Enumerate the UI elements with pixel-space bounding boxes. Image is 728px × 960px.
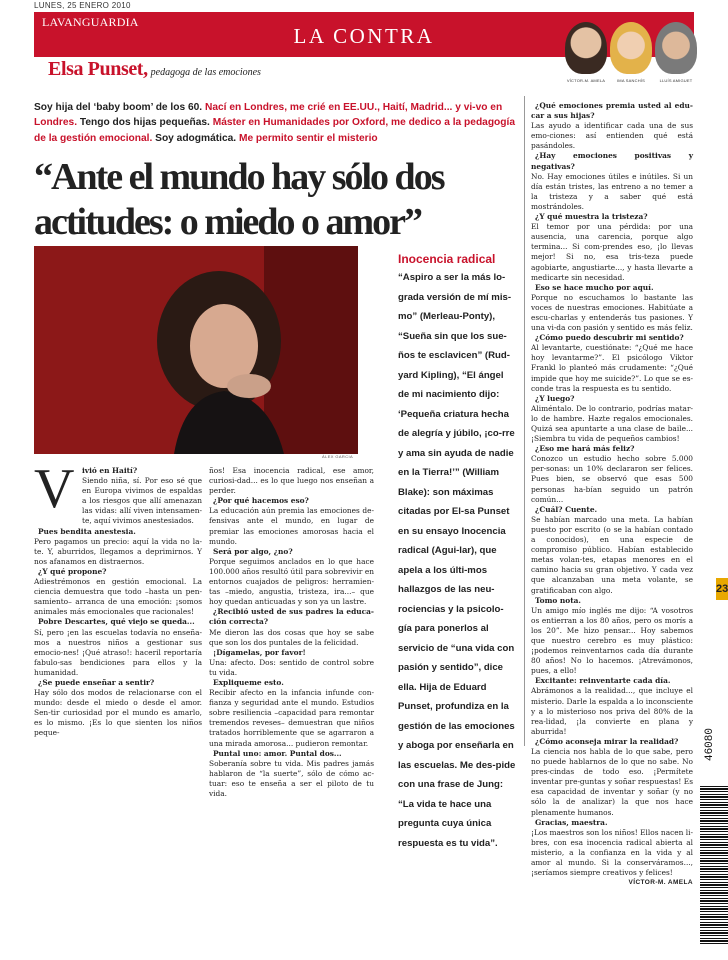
intro-part: Me permito sentir el misterio bbox=[238, 132, 378, 144]
intro-part: Soy hija del ‘baby boom’ de los 60. bbox=[34, 102, 205, 113]
interviewee-name-text: Elsa Punset, bbox=[48, 58, 148, 80]
answer: Sí, pero ¡en las escuelas todavía no enseña-mos a nuestros niños a gestionar sus emocio-nes! ¡Qué atraso!: haceril reportaría fabulo-sas bendiciones para ellos y la humanidad. bbox=[34, 627, 202, 677]
question: Pues bendita anestesia. bbox=[38, 526, 136, 536]
question: ¿Cómo puedo descubrir mi sentido? bbox=[535, 333, 684, 343]
question: ¡Dígamelas, por favor! bbox=[213, 647, 306, 657]
answer: Recibir afecto en la infancia infunde con-fianza y seguridad ante el mundo. Estudios sobre resiliencia –capacidad para remontar tremendos reveses– demuestran que niños tratados horriblemente que se agarraron a una mirada amorosa... pudieron remontar. bbox=[209, 688, 374, 748]
answer: El temor por una pérdida: por una ausencia, una carencia, porque algo termina... Si com-prendes eso, ¡lo llevas mejor! Si no, esa tris-teza puede agobiarte, angustiarte..., y hasta llevarte a medicarte sin necesidad. bbox=[531, 222, 693, 282]
answer: Hay sólo dos modos de relacionarse con el mundo: desde el miedo o desde el amor. Sen-tir curiosidad por el mundo es amarlo, es lo mismo. ¡Es lo que sienten los niños peque- bbox=[34, 688, 202, 738]
newspaper-logo: LAVANGUARDIA bbox=[42, 15, 139, 29]
answer: Adiestrémonos en gestión emocional. La ciencia demuestra que todo –hasta un pen-samiento– arranca de una emoción: ¡somos animales más emocionales que racionales! bbox=[34, 577, 202, 617]
answer: Siendo niña, sí. Por eso sé que en Europa vivimos de espaldas a los riesgos que allí amenazan las vidas: allí viven intensamen-te, aquí vivimos anestesiados. bbox=[82, 476, 202, 526]
text-column-3 bbox=[531, 101, 693, 888]
answer: ños! Esa inocencia radical, ese amor, curiosi-dad... es lo que luego nos enseñan a perder. bbox=[209, 466, 374, 496]
question: Eso se hace mucho por aquí. bbox=[535, 282, 654, 292]
columnist-label: VÍCTOR-M. AMELA bbox=[566, 78, 606, 83]
interviewee-name bbox=[48, 58, 261, 81]
columnist-label: LLUÍS AMIGUET bbox=[659, 78, 693, 83]
answer: Abrámonos a la realidad..., que incluye el misterio. Darle la espalda a lo inconsciente y a lo misterioso nos priva del 80% de la rea-lidad, ¡la convierte en plana y aburrida! bbox=[531, 686, 693, 736]
question: Gracias, maestra. bbox=[535, 817, 608, 827]
question: ¿Cuál? Cuente. bbox=[535, 504, 598, 514]
answer: Un amigo mío inglés me dijo: “A vosotros os entierran a los 80 años, pero os morís a los 20”. Me hizo pensar... Hoy sabemos que nuestro cerebro es muy plástico: ¡podemos reinventarnos cada día durante 80 años! No lo hacemos. ¡Atrevámonos, pues, a ello! bbox=[531, 605, 693, 676]
intro-paragraph bbox=[34, 100, 519, 146]
columnist-photo bbox=[565, 22, 607, 74]
author-signature: VÍCTOR-M. AMELA bbox=[628, 879, 693, 887]
question: ¿Hay emociones positivas y negativas? bbox=[531, 151, 693, 171]
question: ¿Cómo aconseja mirar la realidad? bbox=[535, 736, 679, 746]
columnist-label: IMA SANCHÍS bbox=[617, 78, 645, 83]
question: ¿Eso me hará más feliz? bbox=[535, 444, 635, 454]
answer: Conozco un estudio hecho sobre 5.000 per-sonas: un 10% declararon ser felices. Pues bien, se observó que esas 500 personas ha-bían seguido un patrón común... bbox=[531, 454, 693, 504]
question: ivió en Haití? bbox=[82, 466, 138, 475]
interviewee-tagline: pedagoga de las emociones bbox=[150, 67, 261, 78]
question: ¿Qué emociones premia usted al edu-car a sus hijas? bbox=[531, 101, 693, 121]
answer: Al levantarte, cuestiónate: “¿Qué me hace hoy levantarme?”. El psicólogo Viktor Frankl lo planteó más crudamente: “¿Qué impide que hoy me suicide?”. Lo que se es-conde tras la respuesta es tu sentido. bbox=[531, 343, 693, 393]
date-line: LUNES, 25 ENERO 2010 bbox=[34, 1, 131, 10]
text-column-1 bbox=[34, 466, 202, 739]
portrait-illustration bbox=[34, 246, 358, 454]
answer: La educación aún premia las emociones de-fensivas ante el mundo, en lugar de premiar las emociones amorosas hacia el mundo. bbox=[209, 506, 374, 546]
photo-credit: ÀLEX GARCIA bbox=[322, 454, 354, 459]
intro-part: Tengo dos hijas pequeñas. bbox=[77, 117, 213, 129]
question: ¿Y luego? bbox=[535, 393, 575, 403]
answer: Porque no escuchamos lo bastante las voces de nuestras emociones. Habitúate a escu-charlas y entenderás tus pasiones. Y una vi-da con pasión y sentido es más feliz. bbox=[531, 292, 693, 333]
barcode bbox=[700, 786, 728, 946]
sidebar-text: “Aspiro a ser la más lo-grada versión de mí mis-mo” (Merleau-Ponty), “Sueña sin que los sue-ños te esclavicen” (Rud-yard Kipling), “El ángel de mi nacimiento dijo: ‘Pequeña criatura hecha de alegría y júbilo, ¡co-rre y ama sin ayuda de nadie en la Tierra!’” (William Blake): son máximas citadas por El-sa Punset en su ensayo Inocencia radical (Agui-lar), que apela a los últi-mos hallazgos de las neu-rociencias y la psicolo-gía para ponerlos al servicio de “una vida con pasión y sentido”, dice ella. Hija de Eduard Punset, profundiza en la gestión de las emociones y aboga por enseñarla en las escuelas. Me des-pide con una frase de Jung: “La vida te hace una pregunta cuya única respuesta es tu vida”. bbox=[398, 272, 516, 849]
answer: Pero pagamos un precio: aquí la vida no la-te. Y, aburridos, llegamos a deprimirnos. Y nos afanamos en distraernos. bbox=[34, 536, 202, 566]
question: Expliqueme esto. bbox=[213, 677, 284, 687]
sidebar-title: Inocencia radical bbox=[398, 252, 496, 266]
answer: Se habían marcado una meta. La habían puesto por escrito (o se la habían contado a conocidos), en una especie de compromiso público. Habían establecido metas volan-tes, etapas menores en el camino hacia su gran objetivo. Y cada vez que alcanzaban una meta volante, se gratificaban con algo. bbox=[531, 514, 693, 595]
portrait-photo bbox=[34, 246, 358, 454]
question: ¿Y qué propone? bbox=[38, 566, 107, 576]
answer: La ciencia nos habla de lo que sabe, pero no puede hablarnos de lo que no sabe. No pres-cindas de todo eso. ¡Permítete inventar pre-guntas y soñar respuestas! Es esa capacidad de inventar y soñar (y no sólo la de analizar) la que nos hace plenamente humanos. bbox=[531, 747, 693, 817]
question: Excitante: reinventarte cada día. bbox=[535, 676, 671, 686]
page-number: 23 bbox=[716, 578, 728, 600]
question: Tomo nota. bbox=[535, 595, 581, 605]
column-divider bbox=[524, 96, 525, 746]
answer: Me dieron las dos cosas que hoy se sabe que son los dos puntales de la felicidad. bbox=[209, 627, 374, 647]
answer: Las ayudo a identificar cada una de sus emo-ciones: así entienden qué está pasándoles. bbox=[531, 121, 693, 151]
intro-part: Nací en Londres, me crié en EE.UU., Haití, Madrid... y vi-vo en Londres. bbox=[34, 102, 503, 129]
question: Pobre Descartes, qué viejo se queda... bbox=[38, 617, 195, 627]
answer: Una: afecto. Dos: sentido de control sobre tu vida. bbox=[209, 657, 374, 677]
question: ¿Por qué hacemos eso? bbox=[213, 496, 309, 506]
drop-cap: V bbox=[34, 458, 75, 520]
answer: Porque seguimos anclados en lo que hace 100.000 años resultó útil para sobrevivir en entornos cuajados de peligros: herramien-tas –miedo, angustia, tristeza, ira...– que hoy quedan anticuadas y son ya un lastre. bbox=[209, 556, 374, 607]
answer: ¡Los maestros son los niños! Ellos nacen li-bres, con esa inocencia radical abierta al misterio, a la confianza en la vida y al amor al mundo. Si la conserváramos..., ¡seríamos siempre creativos y felices! bbox=[531, 827, 693, 878]
answer: Aliméntalo. De lo contrario, podrías matar-lo de hambre. Hazte regalos emocionales. Quizá sea apuntarte a una clase de baile... ¡Siembra tu vida de pequeños cambios! bbox=[531, 403, 693, 444]
intro-part: Máster en Humanidades por Oxford, me dedico a la pedagogía de la gestión emocional. bbox=[34, 117, 516, 144]
headline: “Ante el mundo hay sólo dos actitudes: o miedo o amor” bbox=[34, 156, 444, 243]
issue-code: 46080 bbox=[704, 728, 716, 762]
answer: No. Hay emociones útiles e inútiles. Si un día están tristes, las entreno a no temer a la tristeza y a saber qué está mostrándoles. bbox=[531, 171, 693, 211]
question: ¿Recibió usted de sus padres la educa-ción correcta? bbox=[209, 607, 374, 627]
section-title: LA CONTRA bbox=[293, 24, 435, 48]
intro-part: Soy adogmática. bbox=[152, 132, 239, 144]
question: ¿Y qué muestra la tristeza? bbox=[535, 212, 648, 222]
question: Puntal uno: amor. Puntal dos... bbox=[213, 748, 342, 758]
text-column-2 bbox=[209, 466, 374, 799]
question: Será por algo, ¿no? bbox=[213, 546, 293, 556]
columnist-photo bbox=[610, 22, 652, 74]
columnist-photo bbox=[655, 22, 697, 74]
answer: Soberanía sobre tu vida. Mis padres jamás hablaron de “la suerte”, sólo de cómo ac-tuar: eso te enseña a ser el piloto de tu vida. bbox=[209, 758, 374, 798]
question: ¿Se puede enseñar a sentir? bbox=[38, 677, 155, 687]
